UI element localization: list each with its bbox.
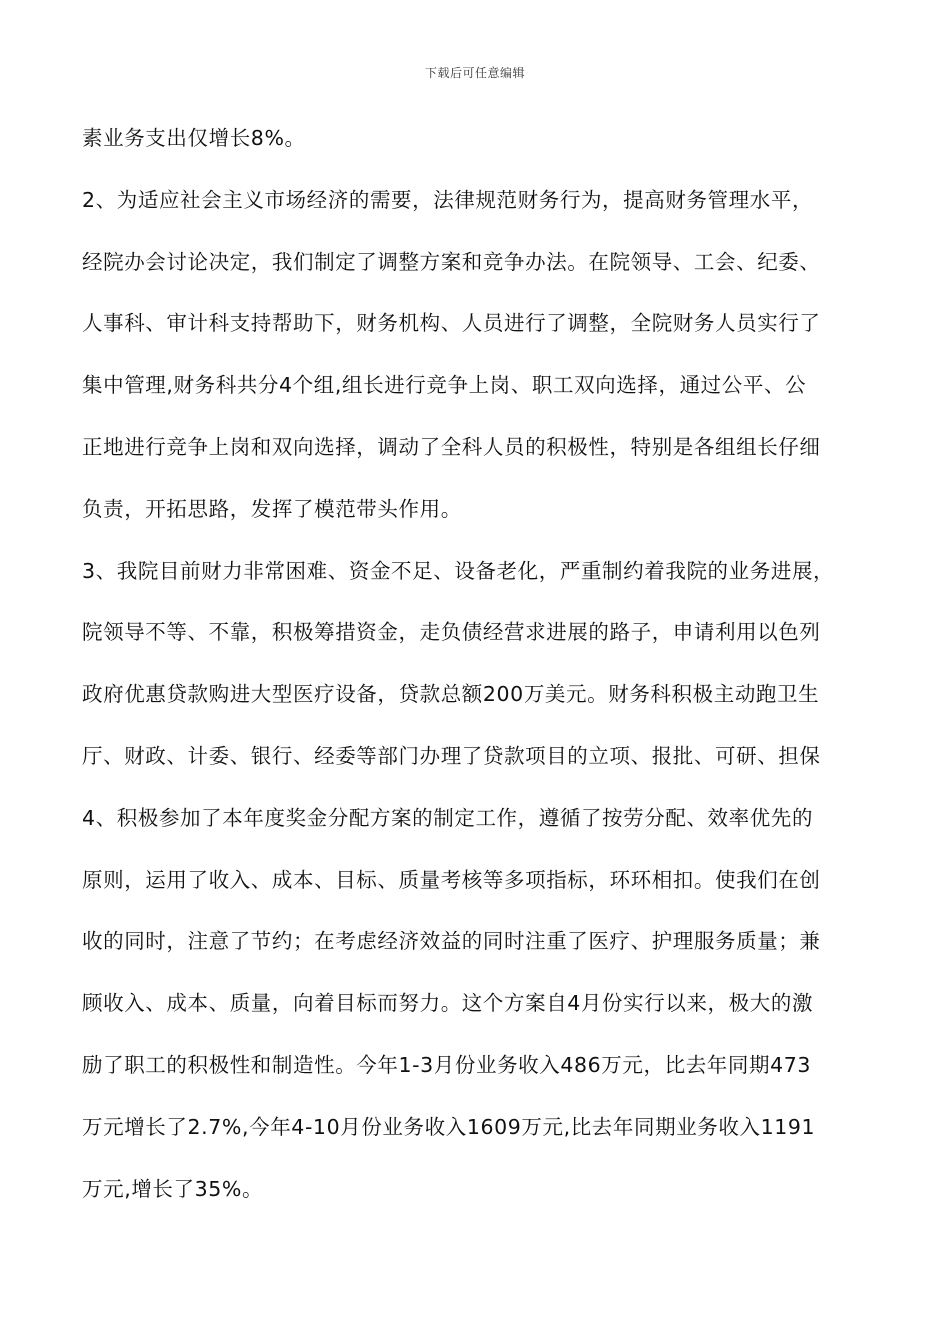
text-line: 顾收入、成本、质量，向着目标而努力。这个方案自4月份实行以来，极大的激 (82, 991, 814, 1016)
page-header-note: 下载后可任意编辑 (424, 66, 525, 80)
text-line: 集中管理,财务科共分4个组,组长进行竞争上岗、职工双向选择，通过公平、公 (82, 373, 807, 398)
text-line: 负责，开拓思路，发挥了模范带头作用。 (82, 496, 462, 521)
text-line: 4、积极参加了本年度奖金分配方案的制定工作，遵循了按劳分配、效率优先的 (82, 805, 814, 830)
text-line: 素业务支出仅增长8%。 (82, 126, 306, 150)
text-line: 厅、财政、计委、银行、经委等部门办理了贷款项目的立项、报批、可研、担保 (82, 743, 821, 768)
text-line: 励了职工的积极性和制造性。今年1-3月份业务收入486万元，比去年同期473 (82, 1052, 812, 1077)
text-line: 3、我院目前财力非常困难、资金不足、设备老化，严重制约着我院的业务进展， (82, 558, 835, 583)
text-line: 万元增长了2.7%,今年4-10月份业务收入1609万元,比去年同期业务收入1191 (82, 1114, 816, 1139)
text-line: 2、为适应社会主义市场经济的需要，法律规范财务行为，提高财务管理水平， (82, 187, 814, 212)
text-line: 原则，运用了收入、成本、目标、质量考核等多项指标，环环相扣。使我们在创 (82, 867, 821, 892)
text-line: 经院办会讨论决定，我们制定了调整方案和竞争办法。在院领导、工会、纪委、 (82, 249, 821, 274)
text-line: 政府优惠贷款购进大型医疗设备，贷款总额200万美元。财务科积极主动跑卫生 (82, 682, 820, 707)
text-line: 收的同时，注意了节约；在考虑经济效益的同时注重了医疗、护理服务质量；兼 (82, 929, 821, 954)
text-line: 人事科、审计科支持帮助下，财务机构、人员进行了调整，全院财务人员实行了 (82, 311, 821, 336)
text-line: 院领导不等、不靠，积极筹措资金，走负债经营求进展的路子，申请利用以色列 (82, 620, 821, 645)
document-body (82, 116, 882, 1228)
text-line: 万元,增长了35%。 (82, 1176, 264, 1201)
text-line: 正地进行竞争上岗和双向选择，调动了全科人员的积极性，特别是各组组长仔细 (82, 434, 821, 459)
